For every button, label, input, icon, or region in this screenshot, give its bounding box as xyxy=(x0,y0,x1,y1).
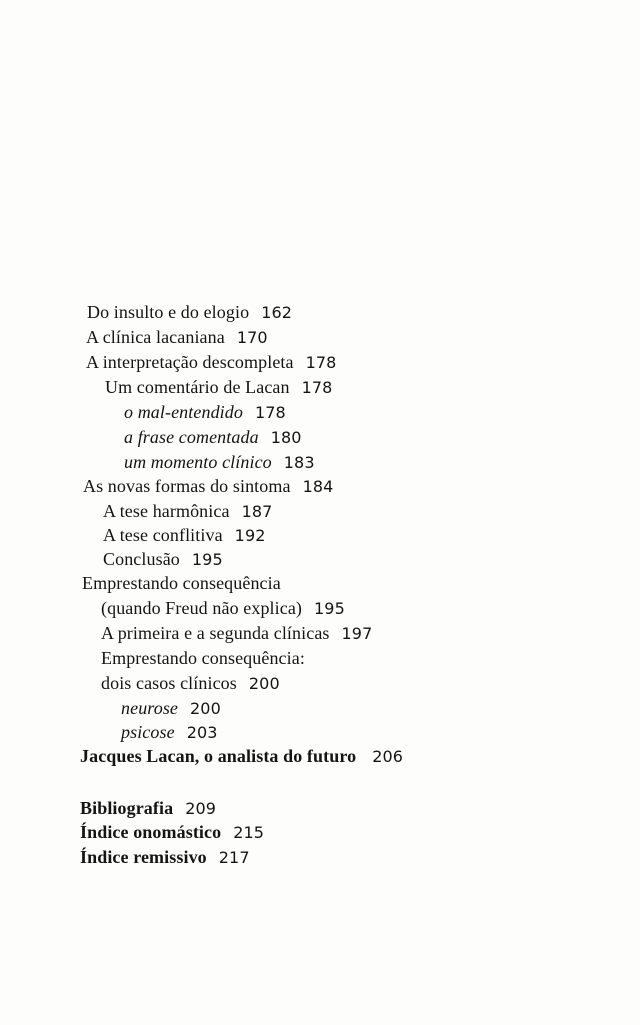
toc-entry-title: Índice remissivo xyxy=(80,847,207,867)
toc-entry-page: 200 xyxy=(190,699,221,718)
toc-entry-title: Emprestando consequência xyxy=(82,573,281,593)
toc-entry-title: A interpretação descompleta xyxy=(86,352,294,372)
toc-entry-bibliografia xyxy=(80,796,216,821)
toc-entry-title: Índice onomástico xyxy=(80,822,222,842)
toc-entry-page: 192 xyxy=(234,526,266,545)
toc-entry-tese-conflitiva xyxy=(103,523,266,548)
toc-entry-page: 197 xyxy=(341,624,373,643)
toc-entry-page: 170 xyxy=(236,328,268,347)
toc-entry-title: o mal-entendido xyxy=(124,402,243,422)
toc-entry-page: 209 xyxy=(185,799,217,818)
toc-entry-mal-entendido xyxy=(124,400,286,425)
toc-entry-emprestando-consequencia-2 xyxy=(101,646,305,670)
toc-entry-neurose xyxy=(121,696,221,721)
toc-entry-page: 195 xyxy=(314,599,345,618)
toc-entry-page: 180 xyxy=(270,428,302,447)
toc-entry-title: neurose xyxy=(121,698,179,718)
toc-entry-page: 183 xyxy=(283,453,315,472)
toc-entry-title: um momento clínico xyxy=(124,452,272,472)
toc-entry-indice-onomastico xyxy=(80,820,264,845)
toc-entry-title: Emprestando consequência: xyxy=(101,648,305,668)
toc-entry-title: A tese harmônica xyxy=(103,501,230,521)
toc-entry-title: A primeira e a segunda clínicas xyxy=(101,623,330,643)
toc-entry-page: 184 xyxy=(302,477,334,496)
toc-entry-psicose xyxy=(121,720,218,745)
toc-entry-page: 215 xyxy=(233,823,265,842)
toc-entry-title: Do insulto e do elogio xyxy=(87,302,250,322)
toc-entry-page: 200 xyxy=(248,674,280,693)
toc-entry-page: 162 xyxy=(261,303,293,322)
toc-entry-do-insulto xyxy=(87,300,292,325)
toc-entry-page: 217 xyxy=(218,848,250,867)
toc-entry-page: 178 xyxy=(254,403,286,422)
toc-entry-page: 195 xyxy=(191,550,223,569)
toc-entry-emprestando-consequencia xyxy=(82,571,281,595)
toc-entry-title: Jacques Lacan, o analista do futuro xyxy=(80,746,357,766)
toc-entry-title: Conclusão xyxy=(103,549,180,569)
toc-entry-indice-remissivo xyxy=(80,845,250,870)
toc-entry-title: Um comentário de Lacan xyxy=(105,377,290,397)
toc-entry-clinica-lacaniana xyxy=(86,325,268,350)
toc-entry-conclusao xyxy=(103,547,223,572)
toc-entry-title: Bibliografia xyxy=(80,798,174,818)
toc-entry-novas-formas-do-sintoma xyxy=(83,474,333,499)
toc-entry-momento-clinico xyxy=(124,450,315,475)
toc-entry-frase-comentada xyxy=(124,425,302,450)
toc-entry-comentario-de-lacan xyxy=(105,375,332,400)
toc-entry-page: 187 xyxy=(241,502,273,521)
toc-entry-title: As novas formas do sintoma xyxy=(83,476,291,496)
toc-entry-page: 206 xyxy=(372,747,404,766)
toc-entry-title: (quando Freud não explica) xyxy=(101,598,303,618)
toc-entry-title: A tese conflitiva xyxy=(103,525,223,545)
toc-entry-dois-casos-clinicos xyxy=(101,671,280,696)
toc-entry-title: dois casos clínicos xyxy=(101,673,237,693)
toc-entry-quando-freud-nao-explica xyxy=(101,596,345,621)
toc-entry-jacques-lacan xyxy=(80,744,403,769)
toc-entry-title: psicose xyxy=(121,722,175,742)
toc-entry-page: 178 xyxy=(305,353,337,372)
toc-entry-title: A clínica lacaniana xyxy=(86,327,225,347)
toc-entry-page: 178 xyxy=(301,378,333,397)
toc-entry-page: 203 xyxy=(186,723,218,742)
toc-entry-tese-harmonica xyxy=(103,499,272,524)
toc-entry-title: a frase comentada xyxy=(124,427,259,447)
toc-entry-interpretacao-descompleta xyxy=(86,350,336,375)
toc-entry-primeira-segunda-clinicas xyxy=(101,621,372,646)
